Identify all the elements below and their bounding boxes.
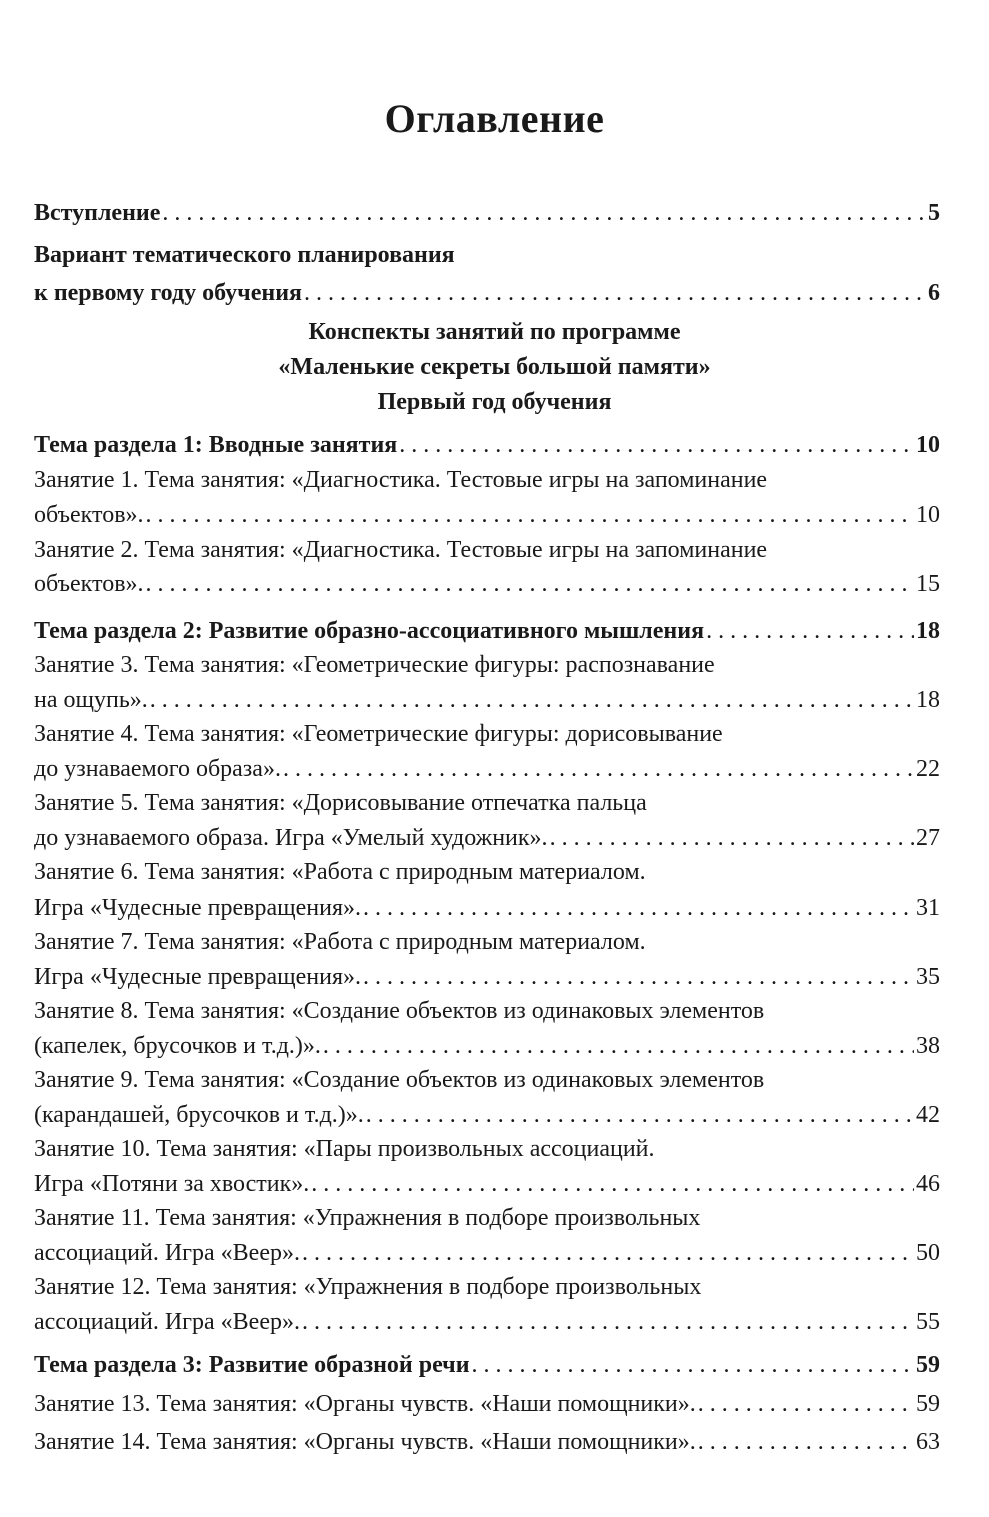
toc-entry-text: объектов».: [34, 571, 144, 597]
toc-section-1[interactable]: [34, 430, 940, 460]
toc-lesson-4[interactable]: [34, 754, 940, 784]
toc-entry-text: (капелек, брусочков и т.д.)».: [34, 1033, 321, 1059]
leader-dots: [698, 1389, 914, 1419]
toc-page-number: 18: [916, 687, 940, 713]
leader-dots: [302, 1307, 914, 1337]
toc-page-number: 10: [916, 432, 940, 458]
toc-entry-text: Тема раздела 3: Развитие образной речи: [34, 1352, 470, 1378]
toc-lesson-10[interactable]: [34, 1169, 940, 1199]
toc-lesson-8-line1[interactable]: Занятие 8. Тема занятия: «Создание объектов из одинаковых элементов: [34, 998, 765, 1024]
toc-lesson-12[interactable]: [34, 1307, 940, 1337]
toc-lesson-5-line1[interactable]: Занятие 5. Тема занятия: «Дорисовывание отпечатка пальца: [34, 790, 647, 816]
toc-lesson-14[interactable]: [34, 1427, 940, 1457]
toc-entry-text: на ощупь».: [34, 687, 148, 713]
toc-lesson-5[interactable]: [34, 823, 940, 853]
leader-dots: [146, 569, 914, 599]
leader-dots: [550, 823, 914, 853]
toc-entry-text: (карандашей, брусочков и т.д.)».: [34, 1102, 364, 1128]
toc-entry-plan[interactable]: [34, 278, 940, 308]
toc-lesson-1[interactable]: [34, 500, 940, 530]
toc-page-number: 63: [916, 1429, 940, 1455]
toc-lesson-13[interactable]: [34, 1389, 940, 1419]
toc-entry-text: Тема раздела 1: Вводные занятия: [34, 432, 398, 458]
toc-page-number: 59: [916, 1391, 940, 1417]
toc-page-number: 50: [916, 1240, 940, 1266]
toc-lesson-2-line1[interactable]: Занятие 2. Тема занятия: «Диагностика. Тестовые игры на запоминание: [34, 537, 768, 563]
toc-section-3[interactable]: [34, 1350, 940, 1380]
toc-page-number: 5: [928, 200, 940, 226]
leader-dots: [399, 430, 914, 460]
toc-page-number: 18: [916, 618, 940, 644]
toc-entry-text: Игра «Чудесные превращения».: [34, 895, 361, 921]
toc-page-number: 42: [916, 1102, 940, 1128]
toc-page-number: 35: [916, 964, 940, 990]
leader-dots: [302, 1238, 914, 1268]
leader-dots: [283, 754, 914, 784]
leader-dots: [146, 500, 914, 530]
toc-lesson-8[interactable]: [34, 1031, 940, 1061]
toc-section-2[interactable]: [34, 616, 940, 646]
toc-lesson-6[interactable]: [34, 893, 940, 923]
page-title: Оглавление: [384, 96, 605, 141]
leader-dots: [698, 1427, 914, 1457]
toc-lesson-3-line1[interactable]: Занятие 3. Тема занятия: «Геометрические фигуры: распознавание: [34, 652, 715, 678]
toc-lesson-7[interactable]: [34, 962, 940, 992]
toc-lesson-4-line1[interactable]: Занятие 4. Тема занятия: «Геометрические фигуры: дорисовывание: [34, 721, 723, 747]
toc-entry-text: до узнаваемого образа».: [34, 756, 281, 782]
toc-entry-text: объектов».: [34, 502, 144, 528]
leader-dots: [472, 1350, 914, 1380]
leader-dots: [162, 198, 926, 228]
leader-dots: [150, 685, 914, 715]
toc-lesson-11-line1[interactable]: Занятие 11. Тема занятия: «Упражнения в подборе произвольных: [34, 1205, 701, 1231]
leader-dots: [311, 1169, 914, 1199]
toc-page-number: 10: [916, 502, 940, 528]
toc-entry-text: Игра «Чудесные превращения».: [34, 964, 361, 990]
toc-entry-text: ассоциаций. Игра «Веер».: [34, 1240, 300, 1266]
toc-page-number: 6: [928, 280, 940, 306]
section-heading-line3: Первый год обучения: [377, 389, 612, 415]
toc-entry-text: к первому году обучения: [34, 280, 303, 306]
toc-lesson-12-line1[interactable]: Занятие 12. Тема занятия: «Упражнения в подборе произвольных: [34, 1274, 702, 1300]
toc-lesson-1-line1[interactable]: Занятие 1. Тема занятия: «Диагностика. Тестовые игры на запоминание: [34, 467, 768, 493]
toc-page-number: 46: [916, 1171, 940, 1197]
toc-page-number: 31: [916, 895, 940, 921]
leader-dots: [363, 962, 914, 992]
toc-entry-text: ассоциаций. Игра «Веер».: [34, 1309, 300, 1335]
leader-dots: [366, 1100, 914, 1130]
leader-dots: [304, 278, 926, 308]
section-heading-line2: «Маленькие секреты большой памяти»: [278, 354, 711, 380]
toc-page-number: 22: [916, 756, 940, 782]
toc-lesson-7-line1[interactable]: Занятие 7. Тема занятия: «Работа с природным материалом.: [34, 929, 646, 955]
leader-dots: [323, 1031, 914, 1061]
toc-page-number: 27: [916, 825, 940, 851]
leader-dots: [706, 616, 914, 646]
toc-lesson-9[interactable]: [34, 1100, 940, 1130]
toc-entry-text: Тема раздела 2: Развитие образно-ассоциативного мышления: [34, 618, 705, 644]
toc-lesson-6-line1[interactable]: Занятие 6. Тема занятия: «Работа с природным материалом.: [34, 859, 646, 885]
toc-entry-text: до узнаваемого образа. Игра «Умелый художник».: [34, 825, 548, 851]
toc-lesson-10-line1[interactable]: Занятие 10. Тема занятия: «Пары произвольных ассоциаций.: [34, 1136, 655, 1162]
toc-lesson-11[interactable]: [34, 1238, 940, 1268]
toc-entry-plan-line1[interactable]: Вариант тематического планирования: [34, 242, 455, 268]
toc-page-number: 15: [916, 571, 940, 597]
toc-lesson-2[interactable]: [34, 569, 940, 599]
toc-entry-intro[interactable]: [34, 198, 940, 228]
toc-entry-text: Игра «Потяни за хвостик».: [34, 1171, 310, 1197]
toc-lesson-9-line1[interactable]: Занятие 9. Тема занятия: «Создание объектов из одинаковых элементов: [34, 1067, 765, 1093]
toc-lesson-3[interactable]: [34, 685, 940, 715]
section-heading-line1: Конспекты занятий по программе: [308, 319, 681, 345]
toc-page-number: 59: [916, 1352, 940, 1378]
leader-dots: [363, 893, 914, 923]
toc-page-number: 55: [916, 1309, 940, 1335]
toc-entry-text: Занятие 13. Тема занятия: «Органы чувств. «Наши помощники».: [34, 1391, 696, 1417]
toc-entry-text: Вступление: [34, 200, 161, 226]
toc-page-number: 38: [916, 1033, 940, 1059]
toc-entry-text: Занятие 14. Тема занятия: «Органы чувств. «Наши помощники».: [34, 1429, 696, 1455]
